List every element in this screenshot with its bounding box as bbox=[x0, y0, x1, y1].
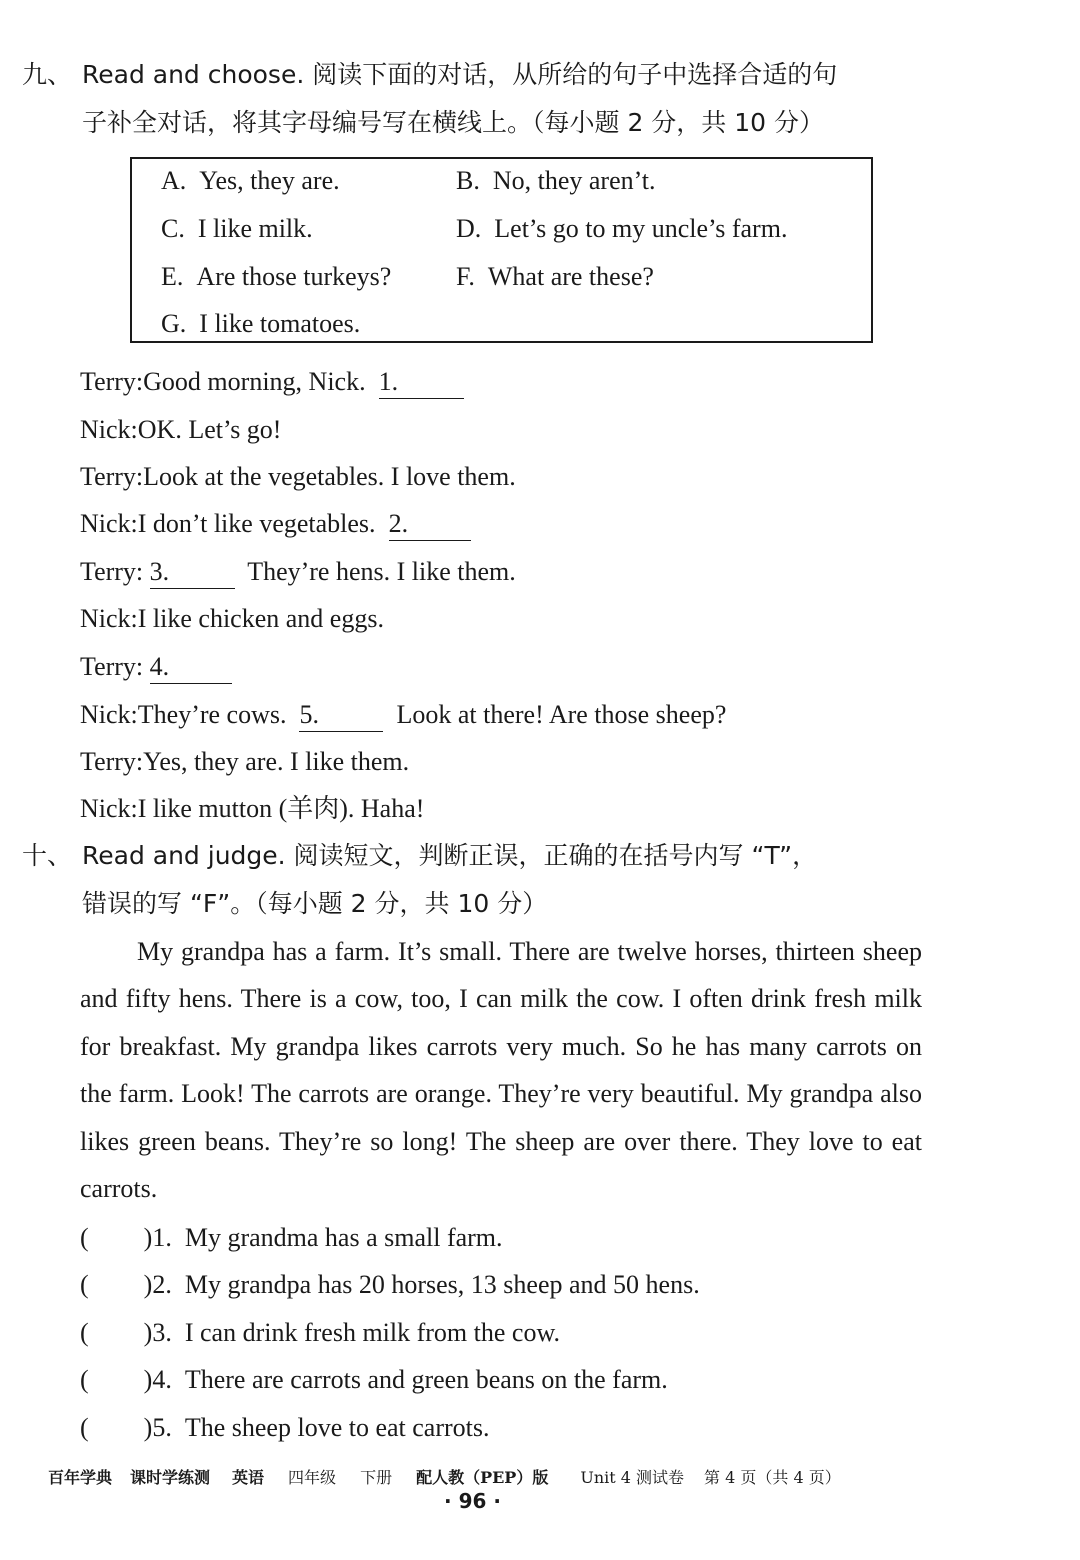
judge-item: ( )4. There are carrots and green beans on the farm. bbox=[80, 1365, 668, 1394]
answer-blank-3[interactable]: 3. bbox=[150, 559, 235, 589]
answer-bracket-3[interactable]: ( bbox=[80, 1318, 89, 1347]
judge-item: ( )2. My grandpa has 20 horses, 13 sheep and 50 hens. bbox=[80, 1270, 700, 1299]
dialogue-line: Terry: 3. They’re hens. I like them. bbox=[80, 559, 516, 589]
passage-text: My grandpa has a farm. It’s small. There are twelve horses, thirteen sheep and fifty hens. There is a cow, too, I can milk the cow. I often drink fresh milk for breakfast. My grandpa likes carrots very much. So he has many carrots on the farm. Look! The carrots are orange. They’re very beautiful. My grandpa also likes green beans. They’re so long! The sheep are over there. They love to eat carrots. bbox=[80, 937, 922, 1204]
speaker: Nick: bbox=[80, 794, 138, 823]
footer-grade: 四年级 bbox=[288, 1468, 337, 1487]
speaker: Nick: bbox=[80, 604, 138, 633]
speaker: Nick: bbox=[80, 415, 138, 444]
footer-edition: 配人教（PEP）版 bbox=[416, 1468, 549, 1487]
speaker: Terry: bbox=[80, 747, 144, 776]
answer-bracket-4[interactable]: ( bbox=[80, 1365, 89, 1394]
section-9-title: Read and choose. 阅读下面的对话，从所给的句子中选择合适的句 bbox=[82, 60, 838, 89]
section-10-number: 十、 bbox=[22, 841, 73, 870]
answer-bracket-1[interactable]: ( bbox=[80, 1223, 89, 1252]
answer-blank-5[interactable]: 5. bbox=[299, 702, 383, 732]
dialogue-line: Terry:Look at the vegetables. I love them. bbox=[80, 462, 516, 491]
section-10-title: Read and judge. 阅读短文，判断正误，正确的在括号内写 “T”， bbox=[82, 841, 818, 870]
judge-item: ( )1. My grandma has a small farm. bbox=[80, 1223, 503, 1252]
option-item: D. Let’s go to my uncle’s farm. bbox=[456, 214, 788, 243]
dialogue-line: Terry:Yes, they are. I like them. bbox=[80, 747, 410, 776]
answer-blank-1[interactable]: 1. bbox=[379, 369, 464, 399]
answer-blank-4[interactable]: 4. bbox=[150, 654, 232, 684]
footer-unit: Unit 4 测试卷 bbox=[580, 1468, 685, 1487]
reading-passage bbox=[80, 928, 922, 1212]
dialogue-line: Nick:I like chicken and eggs. bbox=[80, 604, 384, 633]
dialogue-line: Nick:I don’t like vegetables. 2. bbox=[80, 511, 471, 541]
dialogue-line: Nick:OK. Let’s go! bbox=[80, 415, 282, 444]
speaker: Nick: bbox=[80, 509, 138, 538]
section-9-instructions: 子补全对话，将其字母编号写在横线上。（每小题 2 分，共 10 分） bbox=[82, 108, 825, 137]
speaker: Nick: bbox=[80, 700, 138, 729]
dialogue-line: Nick:I like mutton (羊肉). Haha! bbox=[80, 794, 425, 823]
footer-subject: 英语 bbox=[232, 1468, 265, 1487]
option-item: B. No, they aren’t. bbox=[456, 166, 656, 195]
section-9-number: 九、 bbox=[22, 60, 73, 89]
option-item: F. What are these? bbox=[456, 262, 654, 291]
footer-series: 课时学练测 bbox=[130, 1468, 211, 1487]
option-item: A. Yes, they are. bbox=[161, 166, 340, 195]
dialogue-line: Nick:They’re cows. 5. Look at there! Are those sheep? bbox=[80, 702, 726, 732]
speaker: Terry: bbox=[80, 652, 144, 681]
option-item: C. I like milk. bbox=[161, 214, 313, 243]
answer-bracket-5[interactable]: ( bbox=[80, 1413, 89, 1442]
speaker: Terry: bbox=[80, 462, 144, 491]
section-10-instructions: 错误的写 “F”。（每小题 2 分，共 10 分） bbox=[82, 889, 548, 918]
judge-item: ( )3. I can drink fresh milk from the cow. bbox=[80, 1318, 561, 1347]
speaker: Terry: bbox=[80, 557, 144, 586]
option-item: E. Are those turkeys? bbox=[161, 262, 392, 291]
answer-blank-2[interactable]: 2. bbox=[389, 511, 471, 541]
answer-bracket-2[interactable]: ( bbox=[80, 1270, 89, 1299]
dialogue-line bbox=[80, 654, 232, 684]
footer-page-info: 第 4 页（共 4 页） bbox=[704, 1468, 841, 1487]
option-item: G. I like tomatoes. bbox=[161, 309, 361, 338]
dialogue-line: Terry:Good morning, Nick. 1. bbox=[80, 369, 464, 399]
footer-brand: 百年学典 bbox=[48, 1468, 113, 1487]
judge-item: ( )5. The sheep love to eat carrots. bbox=[80, 1413, 490, 1442]
page-number: · 96 · bbox=[444, 1489, 501, 1513]
speaker: Terry: bbox=[80, 367, 144, 396]
footer bbox=[48, 1465, 841, 1488]
footer-volume: 下册 bbox=[360, 1468, 393, 1487]
